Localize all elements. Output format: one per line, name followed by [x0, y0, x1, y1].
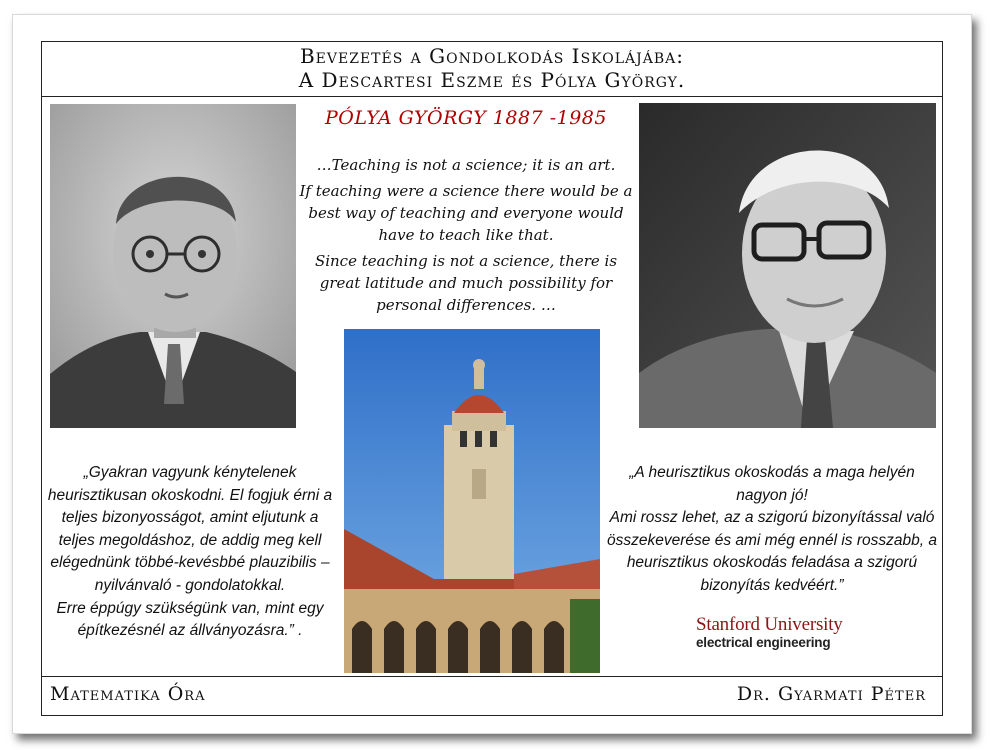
- left-quote-part-1: „Gyakran vagyunk kénytelenek heurisztikusan okoskodni. El fogjuk érni a teljes bizonyosságot, amint eljutunk a teljes megoldáshoz, de addig meg kell elégednünk többé-kevésbbé plauzibilis – nyilvánvaló - gondolatokkal.: [47, 464, 333, 594]
- left-quote-part-2: Erre éppúgy szükségünk van, mint egy építkezésnél az állványozásra.” .: [56, 599, 324, 640]
- english-quote-line-1: …Teaching is not a science; it is an art.: [316, 156, 616, 174]
- slide-title: [41, 42, 943, 96]
- footer-course-name: Matematika Óra: [50, 683, 206, 705]
- polya-heading: PÓLYA GYÖRGY 1887 -1985: [325, 107, 607, 129]
- english-quote-line-3: Since teaching is not a science, there is great latitude and much possibility for personal differences. …: [314, 252, 618, 314]
- english-quote-line-2: If teaching were a science there would be a best way of teaching and everyone would have to teach like that.: [299, 182, 633, 244]
- old-polya-portrait: [639, 103, 936, 428]
- english-quote: [298, 154, 634, 320]
- left-hungarian-quote: [44, 462, 336, 643]
- right-quote-part-2: Ami rossz lehet, az a szigorú bizonyítással való összekeverése és ami még ennél is rosszabb, a heurisztikus okoskodás feladása a szigorú bizonyítás kedvéért.”: [607, 509, 937, 594]
- footer-author: Dr. Gyarmati Péter: [736, 683, 926, 705]
- right-hungarian-quote: [606, 462, 938, 598]
- title-line-1: Bevezetés a Gondolkodás Iskolájába:: [299, 44, 685, 68]
- footer-divider: [41, 676, 943, 677]
- stanford-logo-name: Stanford University: [696, 614, 843, 635]
- title-line-2: A Descartesi Eszme és Pólya György.: [298, 68, 686, 92]
- stanford-logo-sub: electrical engineering: [696, 635, 831, 650]
- young-polya-portrait: [50, 104, 296, 428]
- header-divider: [41, 96, 943, 97]
- stanford-ee-logo: [696, 615, 846, 650]
- hoover-tower-image: [344, 329, 600, 673]
- right-quote-part-1: „A heurisztikus okoskodás a maga helyén nagyon jó!: [629, 464, 915, 504]
